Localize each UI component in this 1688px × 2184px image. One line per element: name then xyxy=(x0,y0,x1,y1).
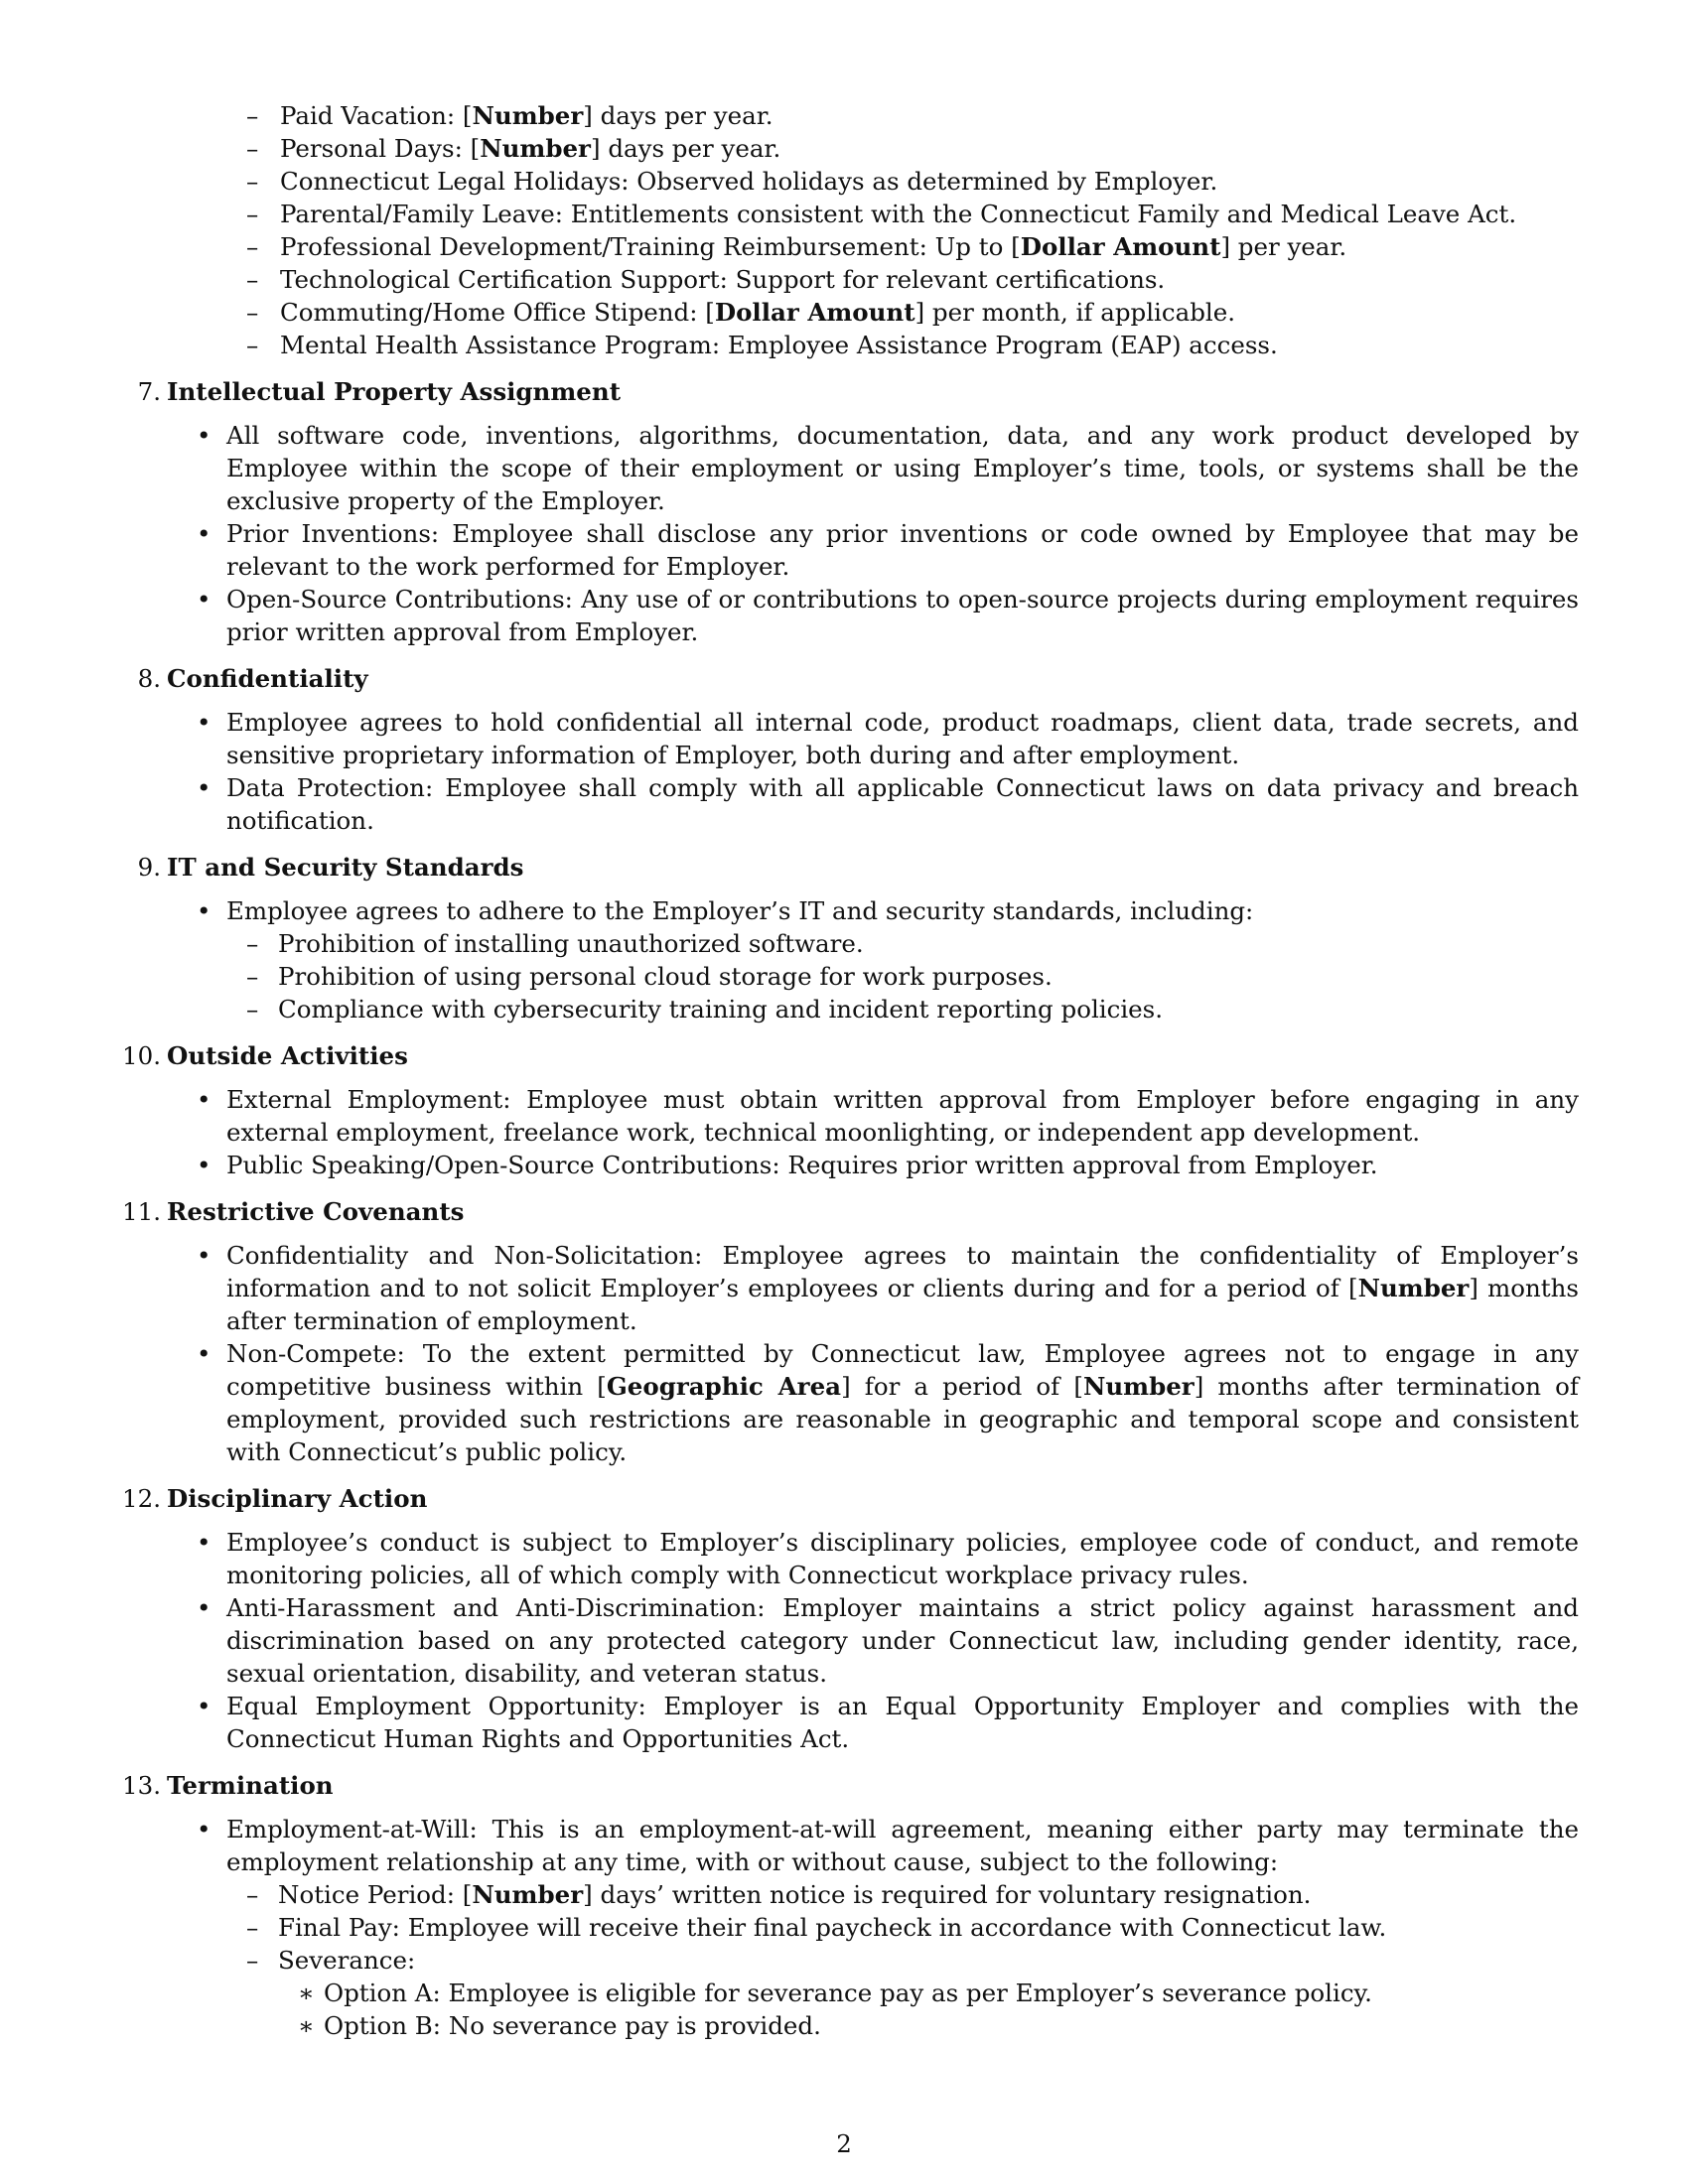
bullet-list xyxy=(129,706,1579,837)
section-number: 9. xyxy=(137,853,161,882)
section-heading xyxy=(122,1193,1579,1231)
section-heading xyxy=(129,849,1579,887)
dash-list xyxy=(226,927,1579,1025)
section-title: Confidentiality xyxy=(167,664,368,693)
section-intellectual-property xyxy=(129,373,1579,648)
dash-item: – Prohibition of installing unauthorized software. xyxy=(226,927,1579,960)
section-number: 11. xyxy=(122,1197,161,1226)
list-item: • Anti-Harassment and Anti-Discrimination: Employer maintains a strict policy against harassment and discrimination based on any protected category under Connecticut law, including gender identity, race, sexual orientation, disability, and veteran status. xyxy=(129,1591,1579,1690)
page-number: 2 xyxy=(836,2129,852,2158)
list-item: • Data Protection: Employee shall comply with all applicable Connecticut laws on data privacy and breach notification. xyxy=(129,771,1579,837)
bullet-list xyxy=(129,1239,1579,1468)
section-number: 13. xyxy=(122,1771,161,1800)
benefit-item: – Technological Certification Support: Support for relevant certifications. xyxy=(129,263,1579,296)
list-item: • Confidentiality and Non-Solicitation: Employee agrees to maintain the confidentiality of Employer’s information and to not solicit Employer’s employees or clients during and for a period of [Number] months after termination of employment. xyxy=(129,1239,1579,1337)
list-item: • Prior Inventions: Employee shall disclose any prior inventions or code owned by Employee that may be relevant to the work performed for Employer. xyxy=(129,517,1579,583)
section-restrictive-covenants xyxy=(122,1193,1579,1468)
list-item: • Employee’s conduct is subject to Employer’s disciplinary policies, employee code of conduct, and remote monitoring policies, all of which comply with Connecticut workplace privacy rules. xyxy=(129,1526,1579,1591)
bullet-list xyxy=(129,1083,1579,1181)
section-title: Disciplinary Action xyxy=(167,1484,428,1513)
section-title: Outside Activities xyxy=(167,1041,408,1070)
dash-item: – Severance: ∗ Option A: Employee is eligible for severance pay as per Employer’s severance policy. ∗ Option B: No severance pay is provided. xyxy=(226,1944,1579,2042)
section-heading xyxy=(122,1480,1579,1518)
bullet-list xyxy=(129,1526,1579,1755)
asterisk-list xyxy=(278,1977,1579,2042)
benefit-item: – Professional Development/Training Reimbursement: Up to [Dollar Amount] per year. xyxy=(129,230,1579,263)
section-title: Restrictive Covenants xyxy=(167,1197,465,1226)
list-item: • Equal Employment Opportunity: Employer is an Equal Opportunity Employer and complies with the Connecticut Human Rights and Opportunities Act. xyxy=(129,1690,1579,1755)
section-number: 7. xyxy=(137,377,161,406)
dash-list xyxy=(226,1878,1579,2042)
section-it-security xyxy=(129,849,1579,1025)
dash-item: – Final Pay: Employee will receive their final paycheck in accordance with Connecticut law. xyxy=(226,1911,1579,1944)
list-item: • Employee agrees to adhere to the Employer’s IT and security standards, including: – Prohibition of installing unauthorized software. – Prohibition of using personal cloud storage for work purposes. – Compliance with cybersecurity training and incident reporting policies. xyxy=(129,894,1579,1025)
bullet-list xyxy=(129,419,1579,648)
section-heading xyxy=(129,373,1579,411)
document-body xyxy=(122,99,1579,2042)
benefit-item: – Commuting/Home Office Stipend: [Dollar Amount] per month, if applicable. xyxy=(129,296,1579,329)
dash-item: – Compliance with cybersecurity training and incident reporting policies. xyxy=(226,993,1579,1025)
section-number: 8. xyxy=(137,664,161,693)
list-item: • External Employment: Employee must obtain written approval from Employer before engaging in any external employment, freelance work, technical moonlighting, or independent app development. xyxy=(129,1083,1579,1149)
section-number: 12. xyxy=(122,1484,161,1513)
section-number: 10. xyxy=(122,1041,161,1070)
section-title: Termination xyxy=(167,1771,334,1800)
list-item: • Non-Compete: To the extent permitted by Connecticut law, Employee agrees not to engage in any competitive business within [Geographic Area] for a period of [Number] months after termination of employment, provided such restrictions are reasonable in geographic and temporal scope and consistent with Connecticut’s public policy. xyxy=(129,1337,1579,1468)
section-heading xyxy=(129,660,1579,698)
benefit-item: – Paid Vacation: [Number] days per year. xyxy=(129,99,1579,132)
benefit-item: – Connecticut Legal Holidays: Observed holidays as determined by Employer. xyxy=(129,165,1579,198)
benefit-item: – Mental Health Assistance Program: Employee Assistance Program (EAP) access. xyxy=(129,329,1579,361)
dash-item: – Notice Period: [Number] days’ written notice is required for voluntary resignation. xyxy=(226,1878,1579,1911)
bullet-list xyxy=(129,1813,1579,2042)
benefits-list xyxy=(129,99,1579,361)
benefit-item: – Personal Days: [Number] days per year. xyxy=(129,132,1579,165)
dash-item: – Prohibition of using personal cloud storage for work purposes. xyxy=(226,960,1579,993)
asterisk-item: ∗ Option B: No severance pay is provided. xyxy=(278,2009,1579,2042)
list-item: • Public Speaking/Open-Source Contributions: Requires prior written approval from Employer. xyxy=(129,1149,1579,1181)
section-termination xyxy=(122,1767,1579,2042)
section-confidentiality xyxy=(129,660,1579,837)
list-item: • Open-Source Contributions: Any use of or contributions to open-source projects during employment requires prior written approval from Employer. xyxy=(129,583,1579,648)
list-item: • All software code, inventions, algorithms, documentation, data, and any work product developed by Employee within the scope of their employment or using Employer’s time, tools, or systems shall be the exclusive property of the Employer. xyxy=(129,419,1579,517)
section-title: Intellectual Property Assignment xyxy=(167,377,622,406)
section-outside-activities xyxy=(122,1037,1579,1181)
list-item: • Employment-at-Will: This is an employment-at-will agreement, meaning either party may terminate the employment relationship at any time, with or without cause, subject to the following: – Notice Period: [Number] days’ written notice is required for voluntary resignation. – Final Pay: Employee will receive their final paycheck in accordance with Connecticut law. – Severance: ∗ Option A: Employee is eligible for severance pay as per Employer’s severance policy. ∗ Option B: No severance pay is provided. xyxy=(129,1813,1579,2042)
section-title: IT and Security Standards xyxy=(167,853,524,882)
list-item: • Employee agrees to hold confidential all internal code, product roadmaps, client data, trade secrets, and sensitive proprietary information of Employer, both during and after employment. xyxy=(129,706,1579,771)
section-heading xyxy=(122,1037,1579,1075)
asterisk-item: ∗ Option A: Employee is eligible for severance pay as per Employer’s severance policy. xyxy=(278,1977,1579,2009)
benefit-item: – Parental/Family Leave: Entitlements consistent with the Connecticut Family and Medical Leave Act. xyxy=(129,198,1579,230)
section-heading xyxy=(122,1767,1579,1805)
section-disciplinary-action xyxy=(122,1480,1579,1755)
bullet-list xyxy=(129,894,1579,1025)
